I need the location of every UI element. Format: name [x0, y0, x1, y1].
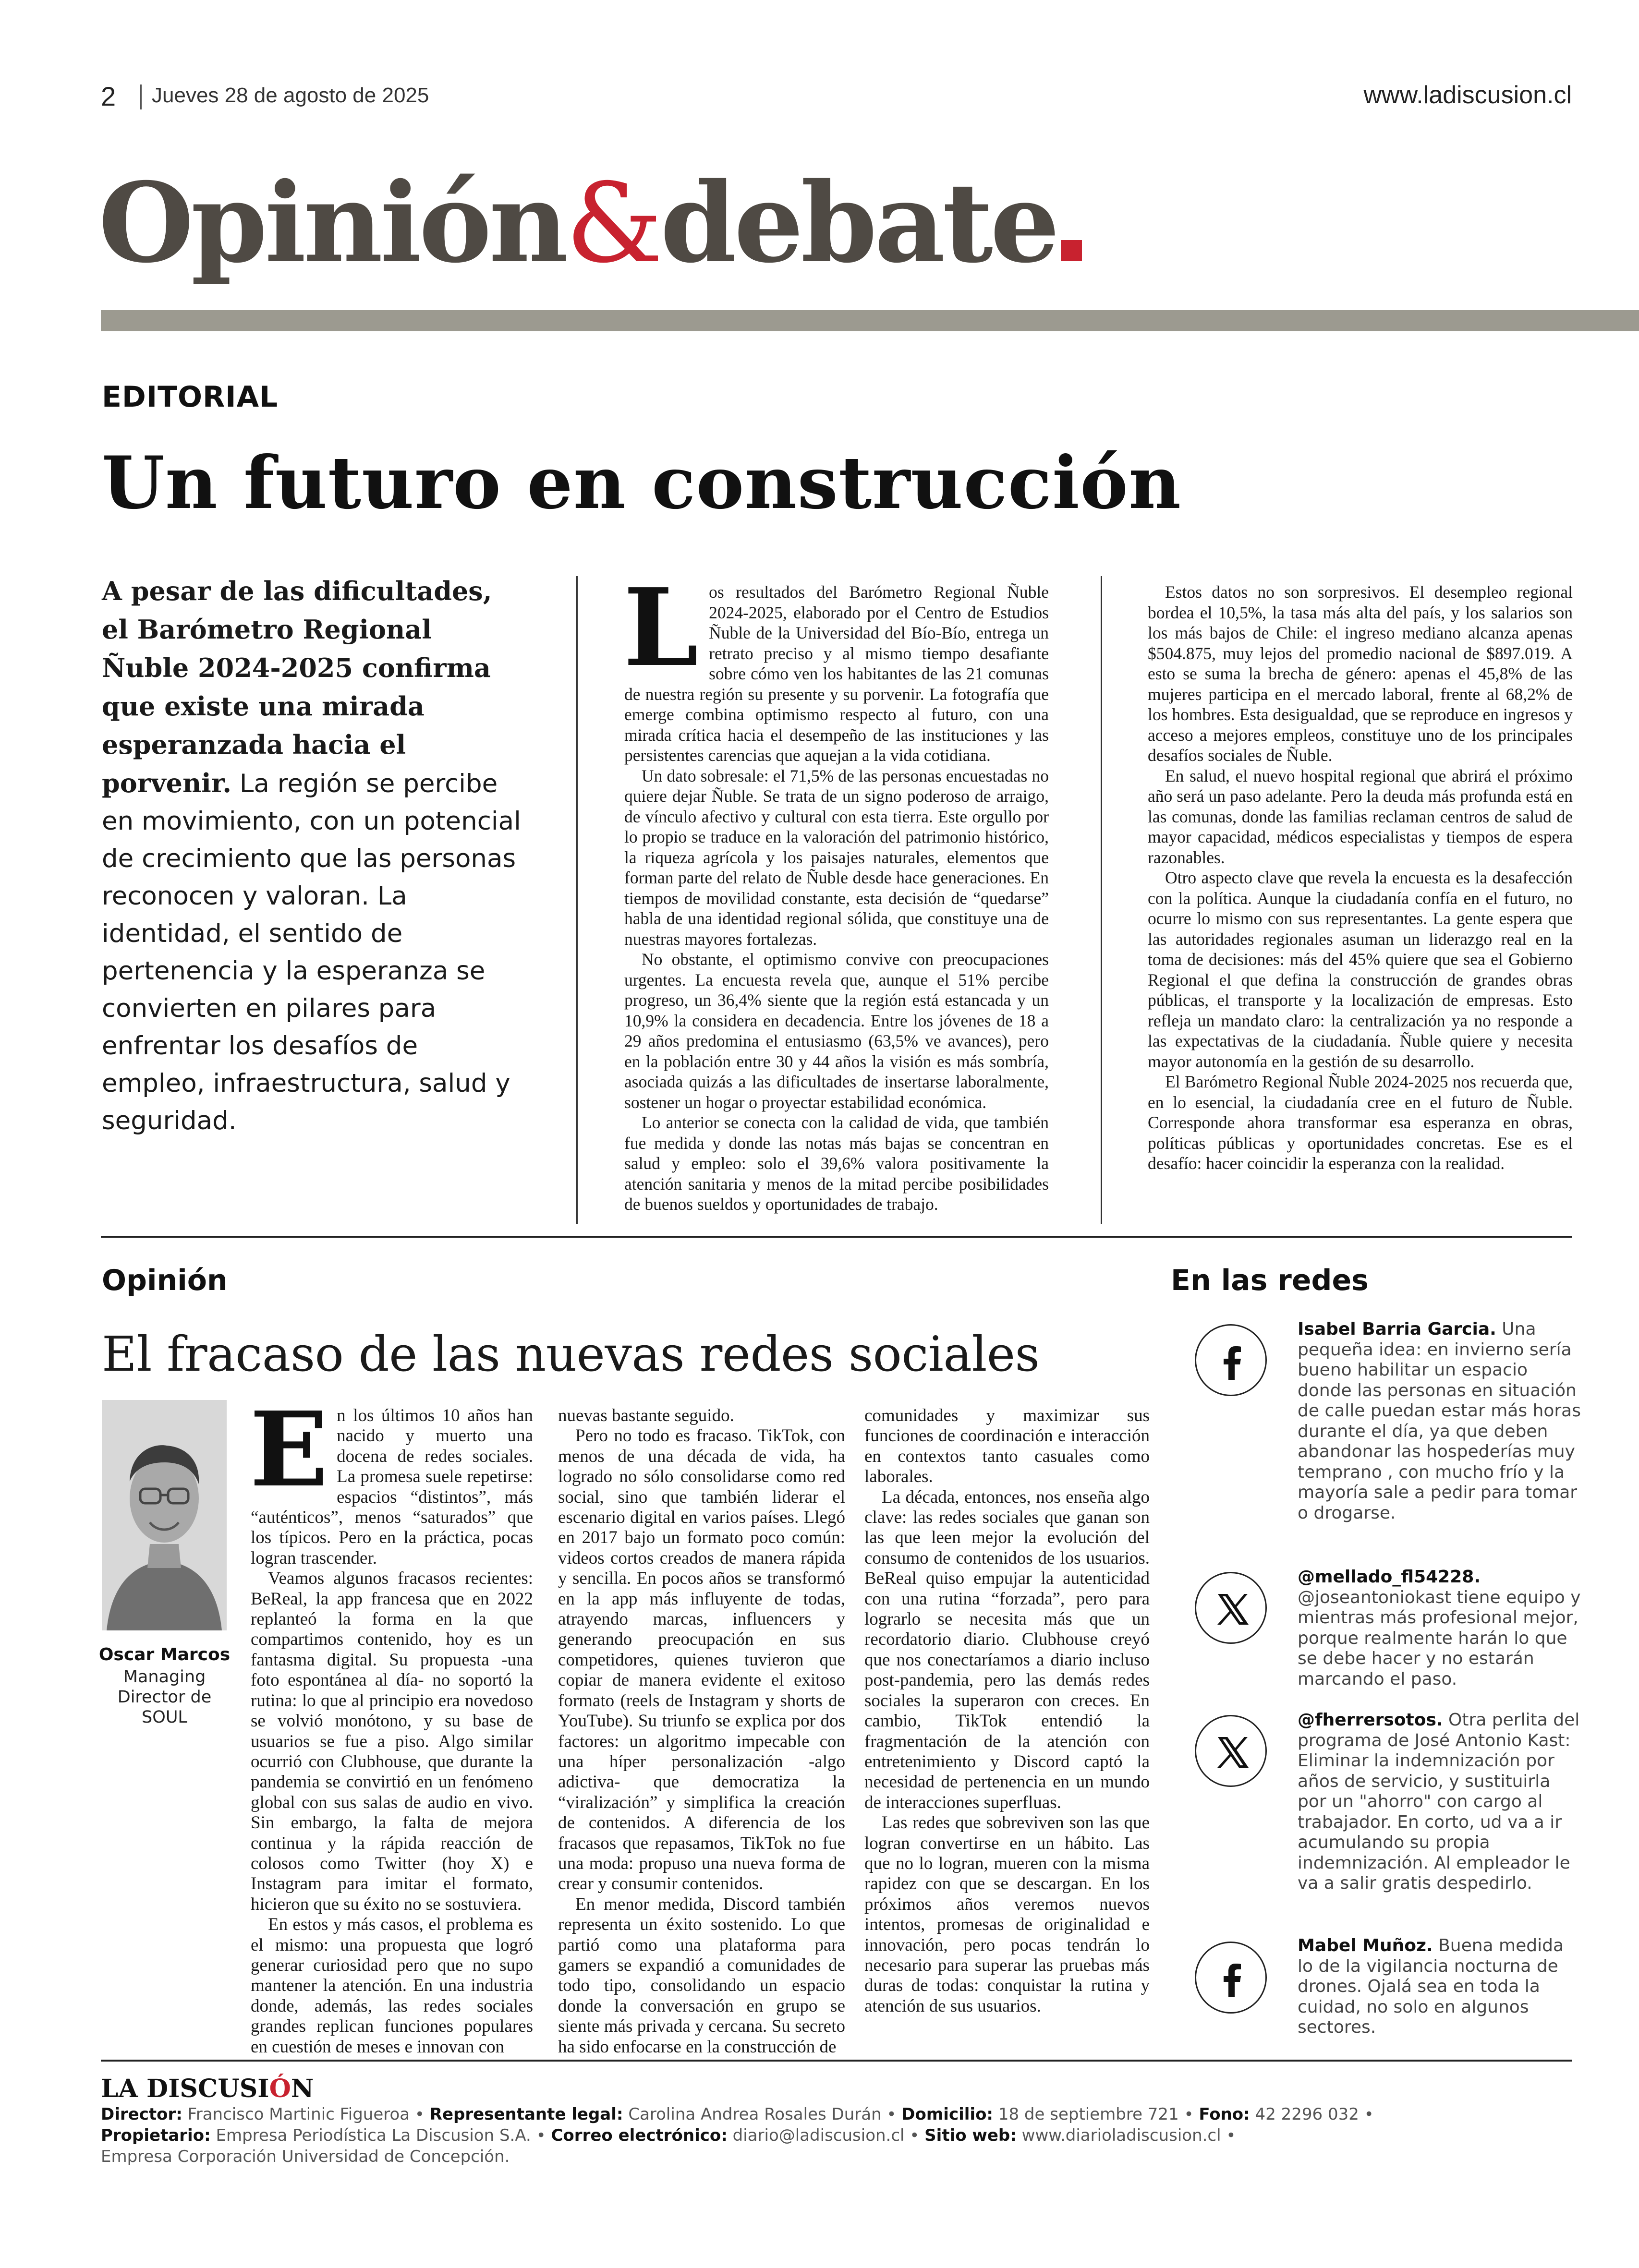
opinion-paragraph: En estos y más casos, el problema es el mismo: una propuesta que logró generar curiosidad pero que no supo mantener la atención. En una industria donde, además, las redes sociales grandes replican funciones populares en cuestión de meses e innovan con	[251, 1915, 533, 2057]
section-masthead	[98, 158, 1082, 287]
social-post-text: @fherrersotos. Otra perlita del programa de José Antonio Kast: Eliminar la indemnización por años de servicio, y sustituirla por un "ahorro" con cargo al trabajador. En corto, ud va a ir acumulando su propia indemnización. Al empleador le va a salir gratis despedirlo.	[1298, 1710, 1580, 1893]
editorial-kicker: EDITORIAL	[102, 380, 279, 414]
editorial-paragraph: En salud, el nuevo hospital regional que abrirá el próximo año será un paso adelante. Pero la deuda más profunda está en las comunas, donde las familias reclaman centros de salud de mayor capacidad, médicos especialistas y tiempos de espera razonables.	[1148, 766, 1573, 867]
facebook-icon	[1195, 1942, 1267, 2014]
column-rule	[576, 576, 578, 1224]
social-post-text: Isabel Barria Garcia. Una pequeña idea: en invierno sería bueno habilitar un espacio donde las personas en situación de calle puedan estar más horas durante el día, ya que deben abandonar las hospederías muy temprano , con mucho frío y la mayoría sale a pedir para tomar o drogarse.	[1298, 1319, 1581, 1523]
editorial-title: Un futuro en construcción	[102, 441, 1182, 525]
imprint-line-2: Propietario: Empresa Periodística La Discusion S.A. • Correo electrónico: diario@ladiscusion.cl • Sitio web: www.diarioladiscusion.cl •	[101, 2126, 1236, 2145]
issue-date: Jueves 28 de agosto de 2025	[152, 84, 429, 107]
editorial-column-2	[1148, 582, 1573, 1174]
opinion-paragraph: La década, entonces, nos enseña algo clave: las redes sociales que ganan son las que leen mejor la evolución del consumo de contenidos de los usuarios. BeReal quiso empujar la autenticidad con una rutina “forzada”, pero para lograrlo se necesita más que un recordatorio diario. Clubhouse creyó que nos conectaríamos a diario incluso post-pandemia, pero las demás redes sociales la superaron con creces. En cambio, TikTok entendió la fragmentación de la atención con entretenimiento y Discord captó la necesidad de pertenencia en un mundo de interacciones superfluas.	[864, 1487, 1150, 1812]
header-separator	[140, 84, 142, 109]
newspaper-logo: LA DISCUSIÓN	[101, 2074, 314, 2103]
imprint-line-1: Director: Francisco Martinic Figueroa • Representante legal: Carolina Andrea Rosales Durán • Domicilio: 18 de septiembre 721 • Fono: 42 2296 032 •	[101, 2105, 1374, 2124]
opinion-paragraph: Veamos algunos fracasos recientes: BeReal, la app francesa que en 2022 replanteó la forma en la que compartimos contenido, hoy es un fantasma digital. Su propuesta -una foto espontánea al día- no soportó la rutina: lo que al principio era novedoso se volvió monótono, y su base de usuarios se fue a piso. Algo similar ocurrió con Clubhouse, que durante la pandemia se convirtió en un fenómeno global con sus salas de audio en vivo. Sin embargo, la falta de mejora continua y la rápida reacción de colosos como Twitter (hoy X) e Instagram para imitar el formato, hicieron que su éxito no se sostuviera.	[251, 1568, 533, 1914]
drop-cap: L	[623, 566, 699, 690]
author-name: Oscar Marcos	[98, 1645, 231, 1665]
drop-cap: E	[250, 1389, 328, 1510]
editorial-paragraph: Otro aspecto clave que revela la encuesta es la desafección con la política. Aunque la ciudadanía confía en el futuro, no ocurre lo mismo con sus representantes. La gente espera que las autoridades regionales asuman un liderazgo real en la toma de decisiones: más del 45% quiere que sea el Gobierno Regional el que defina la construcción de grandes obras públicas, el transporte y la localización de empresas. Esto refleja un mandato claro: la centralización ya no responde a las expectativas de la ciudadanía. Ñuble quiere y necesita mayor autonomía en la gestión de su desarrollo.	[1148, 868, 1573, 1071]
editorial-paragraph: Los resultados del Barómetro Regional Ñuble 2024-2025, elaborado por el Centro de Estudios Ñuble de la Universidad del Bío-Bío, entrega un retrato preciso y al mismo tiempo desafiante sobre cómo ven los habitantes de las 21 comunas de nuestra región su presente y su porvenir. La fotografía que emerge combina optimismo respecto al futuro, con una mirada crítica hacia el desempeño de las instituciones y las persistentes carencias que aquejan a la vida cotidiana.	[623, 566, 1049, 765]
x-icon	[1195, 1572, 1267, 1644]
editorial-lead-bold: A pesar de las dificultades, el Barómetro Regional Ñuble 2024-2025 confirma que existe una mirada esperanzada hacia el porvenir.	[102, 576, 492, 798]
editorial-paragraph: El Barómetro Regional Ñuble 2024-2025 nos recuerda que, en lo esencial, la ciudadanía cree en el futuro de Ñuble. Corresponde ahora transformar esa esperanza en obras, políticas públicas y oportunidades concretas. Ese es el desafío: hacer coincidir la esperanza con la realidad.	[1148, 1072, 1573, 1173]
x-icon	[1195, 1715, 1267, 1787]
masthead-bar	[101, 310, 1639, 331]
site-link[interactable]: www.diarioladiscusion.cl •	[1016, 2126, 1236, 2145]
opinion-column-3	[864, 1406, 1150, 2016]
editorial-lead-text: La región se percibe en movimiento, con un potencial de crecimiento que las personas reconocen y valoran. La identidad, el sentido de pertenencia y la esperanza se convierten en pilares para enfrentar los desafíos de empleo, infraestructura, salud y seguridad.	[102, 769, 521, 1135]
opinion-column-1	[250, 1389, 533, 2057]
opinion-paragraph: En menor medida, Discord también representa un éxito sostenido. Lo que partió como una plataforma para gamers se expandió a comunidades de todo tipo, consolidando un espacio donde la conversación en grupo se siente más privada y cercana. Su secreto ha sido enfocarse en la construcción de	[558, 1894, 845, 2057]
page-number: 2	[101, 81, 116, 111]
social-post-text: @mellado_fl54228. @joseantoniokast tiene equipo y mientras más profesional mejor, porque realmente harán lo que se debe hacer y no estarán marcando el paso.	[1298, 1567, 1581, 1689]
email-link[interactable]: diario@ladiscusion.cl •	[727, 2126, 925, 2145]
website-link[interactable]: www.ladiscusion.cl	[1363, 81, 1572, 109]
opinion-kicker: Opinión	[102, 1264, 228, 1297]
social-kicker: En las redes	[1171, 1264, 1369, 1297]
editorial-lead	[102, 572, 524, 1140]
editorial-paragraph: Estos datos no son sorpresivos. El desempleo regional bordea el 10,5%, la tasa más alta del país, y los salarios son los más bajos de Chile: el ingreso mediano alcanza apenas $504.875, muy lejos del promedio nacional de $897.019. A esto se suma la brecha de género: apenas el 45,8% de las mujeres participa en el mercado laboral, frente al 68,2% de los hombres. Esta desigualdad, que se reproduce en ingresos y acceso a mejores empleos, constituye uno de los principales desafíos sociales de Ñuble.	[1148, 582, 1573, 765]
column-rule	[1101, 576, 1102, 1224]
section-divider	[101, 1236, 1572, 1238]
social-post-author: Isabel Barria Garcia.	[1298, 1319, 1496, 1339]
author-portrait-icon	[102, 1400, 227, 1630]
opinion-column-2	[558, 1406, 845, 2057]
author-role: Managing Director de SOUL	[117, 1667, 212, 1727]
editorial-paragraph: Un dato sobresale: el 71,5% de las personas encuestadas no quiere dejar Ñuble. Se trata de un signo poderoso de arraigo, de vínculo afectivo y cultural con esta tierra. Este orgullo por lo propio se traduce en la valoración del patrimonio histórico, la riqueza agrícola y los paisajes naturales, elementos que forman parte del relato de Ñuble desde hace generaciones. En tiempos de movilidad constante, esta decisión de “quedarse” habla de una identidad regional sólida, que constituye una de nuestras mayores fortalezas.	[624, 766, 1049, 949]
imprint-line-3: Empresa Corporación Universidad de Concepción.	[101, 2147, 510, 2166]
author-photo	[102, 1400, 227, 1630]
masthead-dot	[1061, 240, 1082, 261]
social-post-author: @fherrersotos.	[1298, 1710, 1443, 1730]
editorial-column-1	[623, 566, 1049, 1215]
social-post-author: @mellado_fl54228.	[1298, 1567, 1481, 1587]
social-post-text: Mabel Muñoz. Buena medida lo de la vigilancia nocturna de drones. Ojalá sea en toda la cuidad, no solo en algunos sectores.	[1298, 1936, 1564, 2037]
footer-divider	[101, 2060, 1572, 2062]
masthead-word-1: Opinión	[98, 158, 566, 287]
opinion-paragraph: comunidades y maximizar sus funciones de coordinación e interacción en contextos tanto casuales como laborales.	[864, 1406, 1150, 1487]
social-post-author: Mabel Muñoz.	[1298, 1936, 1433, 1955]
editorial-paragraph: No obstante, el optimismo convive con preocupaciones urgentes. La encuesta revela que, aunque el 51% percibe progreso, un 36,4% siente que la región está estancada y un 10,9% la considera en decadencia. Entre los jóvenes de 18 a 29 años predomina el entusiasmo (63,5% ve avances), pero en la población entre 30 y 44 años la visión es más sombría, asociada quizás a las dificultades de insertarse laboralmente, sostener un hogar o proyectar estabilidad económica.	[624, 950, 1049, 1112]
facebook-icon	[1195, 1324, 1267, 1396]
editorial-paragraph: Lo anterior se conecta con la calidad de vida, que también fue medida y donde las notas más bajas se concentran en salud y empleo: solo el 39,6% valora positivamente la atención sanitaria y menos de la mitad percibe posibilidades de buenos sueldos y oportunidades de trabajo.	[624, 1113, 1049, 1214]
masthead-ampersand: &	[565, 159, 660, 287]
opinion-paragraph: Pero no todo es fracaso. TikTok, con menos de una década de vida, ha logrado no sólo consolidarse como red social, sino que también liderar el escenario digital en varios países. Llegó en 2017 bajo un formato poco común: videos cortos creados de manera rápida y sencilla. En pocos años se transformó en la app más influyente de todas, atrayendo marcas, influencers y generando preocupación en sus competidores, quienes tuvieron que copiar de manera evidente el exitoso formato (reels de Instagram y shorts de YouTube). Su triunfo se explica por dos factores: un algoritmo impecable con una híper personalización -algo adictiva- que democratiza la “viralización” y simplifica la creación de contenidos. A diferencia de los fracasos que repasamos, TikTok no fue una moda: propuso una nueva forma de crear y consumir contenidos.	[558, 1426, 845, 1894]
masthead-word-2: debate	[660, 158, 1057, 287]
opinion-paragraph: Las redes que sobreviven son las que logran convertirse en un hábito. Las que no lo logran, mueren con la misma rapidez con que se descargan. En los próximos años veremos nuevos intentos, promesas de originalidad e innovación, pero pocas tendrán lo necesario para superar las pruebas más duras de todas: conquistar la rutina y atención de sus usuarios.	[864, 1813, 1150, 2016]
opinion-paragraph: En los últimos 10 años han nacido y muerto una docena de redes sociales. La promesa suele repetirse: espacios “distintos”, más “auténticos”, menos “saturados” que los típicos. Pero en la práctica, pocas logran trascender.	[250, 1389, 533, 1568]
opinion-title: El fracaso de las nuevas redes sociales	[102, 1326, 1040, 1382]
opinion-paragraph: nuevas bastante seguido.	[558, 1406, 734, 1425]
